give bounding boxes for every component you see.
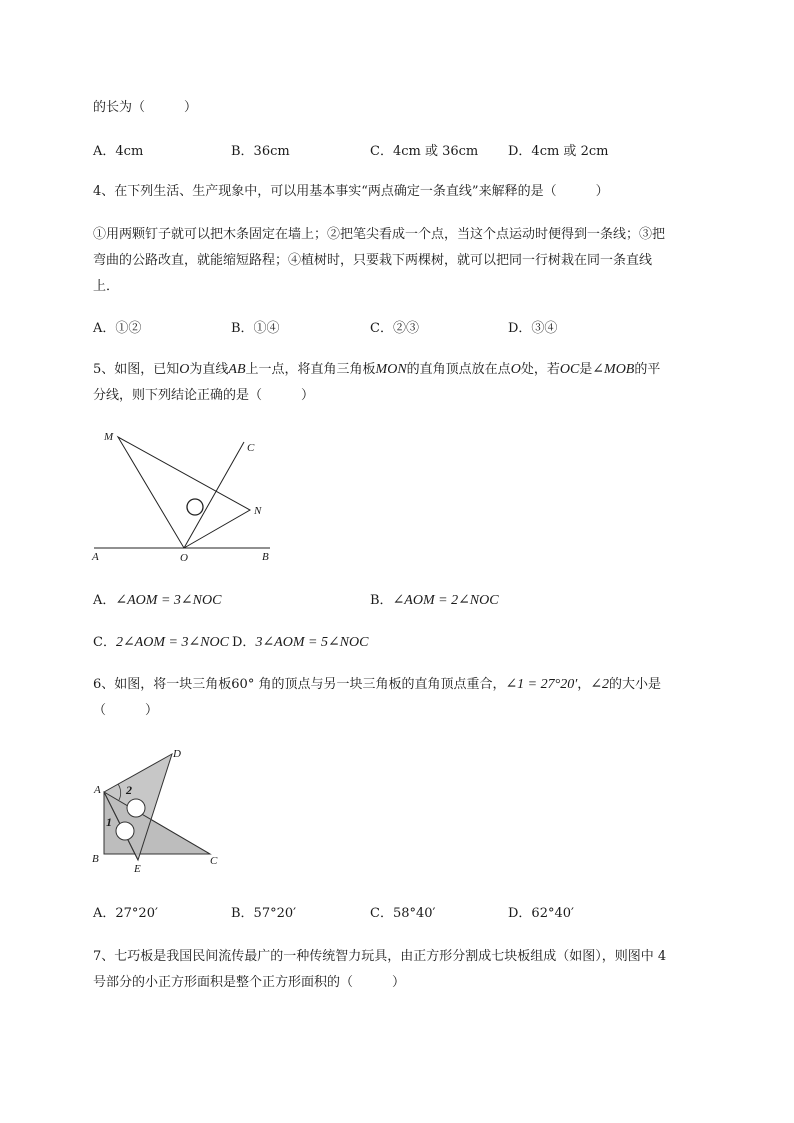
q4-stem: 4、在下列生活、生产现象中，可以用基本事实“两点确定一条直线”来解释的是（ ） xyxy=(93,184,609,199)
q5-triangle-hole xyxy=(187,499,203,515)
q5-option-d-prefix: D． xyxy=(232,635,256,650)
q5-option-a-prefix: A． xyxy=(93,593,116,608)
q5-label-b: B xyxy=(262,551,269,563)
q6-text: ， xyxy=(577,677,591,692)
q5-text: 为直线 xyxy=(189,362,229,377)
q5-option-a-expr: ∠AOM = 3∠NOC xyxy=(115,593,222,608)
q7-stem-line-2: 号部分的小正方形面积是整个正方形面积的（ ） xyxy=(93,975,406,990)
q6-option-d: D．62°40′ xyxy=(508,906,574,921)
q5-option-a xyxy=(93,592,221,610)
q5-stem-line-2: 分线，则下列结论正确的是（ ） xyxy=(93,388,315,403)
q4-body-line-2: 弯曲的公路改直，就能缩短路程；④植树时，只要栽下两棵树，就可以把同一行树栽在同一条直线 xyxy=(93,253,653,268)
q6-label-2: 2 xyxy=(126,783,132,797)
q5-option-c-prefix: C． xyxy=(93,635,116,650)
q5-ray-oc: OC xyxy=(559,362,580,377)
q6-stem-line-1 xyxy=(93,676,661,694)
q5-point-o: O xyxy=(510,362,521,377)
q5-label-m: M xyxy=(104,431,114,443)
q4-option-c: C．②③ xyxy=(370,321,419,336)
q7-stem-line-1: 7、七巧板是我国民间流传最广的一种传统智力玩具，由正方形分割成七块板组成（如图），则图中 4 xyxy=(93,949,667,964)
q5-option-b xyxy=(370,592,499,610)
q5-point-o: O xyxy=(179,362,190,377)
q5-label-a: A xyxy=(92,551,99,563)
q6-text: 的大小是 xyxy=(609,677,662,692)
q3-option-a: A．4cm xyxy=(93,144,144,159)
q6-hole-lower xyxy=(116,822,134,840)
q4-body-line-1: ①用两颗钉子就可以把木条固定在墙上；②把笔尖看成一个点，当这个点运动时便得到一条线；③把 xyxy=(93,227,666,242)
q5-option-b-prefix: B． xyxy=(370,593,393,608)
q5-option-c-expr: 2∠AOM = 3∠NOC xyxy=(115,635,229,650)
q4-body-line-3: 上． xyxy=(93,279,120,294)
q5-ray-oc-shape xyxy=(184,442,244,548)
q3-option-c: C．4cm 或 36cm xyxy=(370,144,479,159)
q5-text: 处，若 xyxy=(520,362,560,377)
q4-option-d: D．③④ xyxy=(508,321,558,336)
q5-text: 是 xyxy=(579,362,593,377)
q6-stem-line-2: （ ） xyxy=(93,703,159,718)
q6-label-a: A xyxy=(94,784,101,796)
q6-label-d: D xyxy=(173,748,181,760)
q5-option-d-expr: 3∠AOM = 5∠NOC xyxy=(255,635,369,650)
q5-text: 的平 xyxy=(634,362,661,377)
q6-label-1: 1 xyxy=(106,815,112,829)
q3-tail: 的长为（ ） xyxy=(93,100,198,115)
q5-text: 5、如图，已知 xyxy=(93,362,180,377)
q6-option-a: A．27°20′ xyxy=(93,906,158,921)
q6-option-c: C．58°40′ xyxy=(370,906,436,921)
q6-label-c: C xyxy=(210,855,218,867)
q5-text: 上一点，将直角三角板 xyxy=(245,362,376,377)
q5-triangle-mon-shape xyxy=(118,437,250,548)
q5-figure xyxy=(88,428,288,568)
q6-label-e: E xyxy=(134,863,141,875)
q6-hole-upper xyxy=(127,799,145,817)
q5-option-c xyxy=(93,634,229,652)
q6-option-b: B．57°20′ xyxy=(231,906,297,921)
q5-option-b-expr: ∠AOM = 2∠NOC xyxy=(392,593,499,608)
q3-option-b: B．36cm xyxy=(231,144,290,159)
q6-angle-2: ∠2 xyxy=(590,677,610,692)
q4-option-a: A．①② xyxy=(93,321,142,336)
q6-label-b: B xyxy=(92,853,99,865)
q5-option-d xyxy=(232,634,368,652)
q5-line-ab: AB xyxy=(228,362,246,377)
q5-text: 的直角顶点放在点 xyxy=(406,362,511,377)
q5-label-c: C xyxy=(247,442,255,454)
q5-stem-line-1 xyxy=(93,361,660,379)
q5-angle-mob: ∠MOB xyxy=(592,362,635,377)
q5-triangle-mon: MON xyxy=(375,362,407,377)
q5-label-n: N xyxy=(254,505,262,517)
q4-option-b: B．①④ xyxy=(231,321,280,336)
q6-angle-1: ∠1 = 27°20′ xyxy=(505,677,578,692)
q3-option-d: D．4cm 或 2cm xyxy=(508,144,609,159)
q6-text: 6、如图，将一块三角板60° 角的顶点与另一块三角板的直角顶点重合， xyxy=(93,677,506,692)
q6-figure xyxy=(88,742,228,878)
q5-label-o: O xyxy=(180,552,188,564)
